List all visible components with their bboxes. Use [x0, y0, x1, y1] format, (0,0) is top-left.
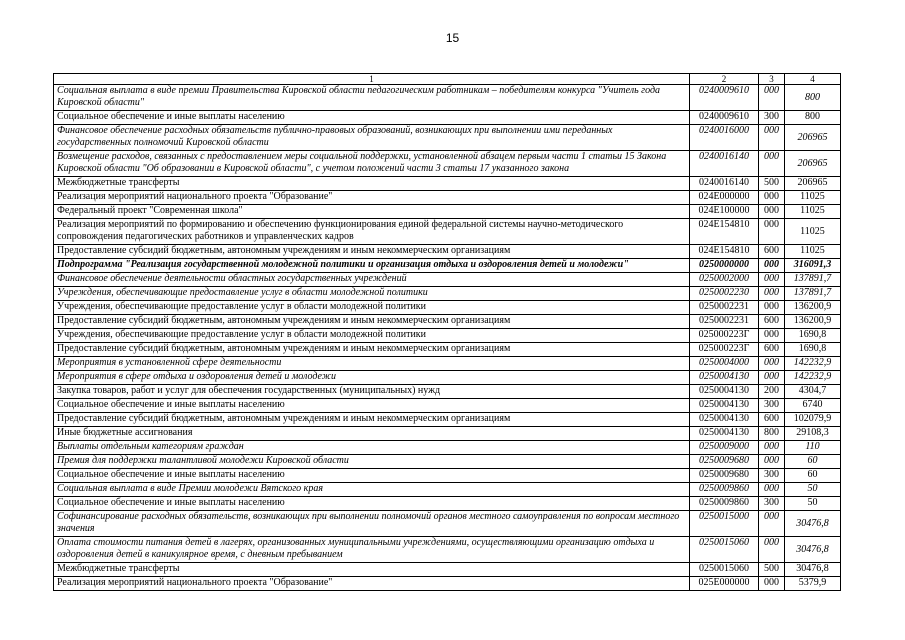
row-name-cell: Закупка товаров, работ и услуг для обеспечения государственных (муниципальных) нужд: [54, 385, 690, 399]
row-amount-cell: 11025: [785, 219, 841, 245]
table-header-row: [54, 74, 841, 85]
row-code-cell: 0250002231: [690, 301, 759, 315]
row-amount-cell: 30476,8: [785, 511, 841, 537]
row-name-cell: Социальное обеспечение и иные выплаты населению: [54, 497, 690, 511]
row-expense-type-cell: 000: [759, 85, 785, 111]
table-row: [54, 427, 841, 441]
column-header-amount: 4: [785, 74, 841, 85]
row-name-cell: Предоставление субсидий бюджетным, автономным учреждениям и иным некоммерческим организациям: [54, 245, 690, 259]
row-amount-cell: 11025: [785, 205, 841, 219]
column-header-expense-type: 3: [759, 74, 785, 85]
table-row: [54, 563, 841, 577]
row-code-cell: 0250015060: [690, 563, 759, 577]
row-name-cell: Социальное обеспечение и иные выплаты населению: [54, 111, 690, 125]
row-code-cell: 0250002000: [690, 273, 759, 287]
row-name-cell: Предоставление субсидий бюджетным, автономным учреждениям и иным некоммерческим организациям: [54, 315, 690, 329]
row-name-cell: Премия для поддержки талантливой молодежи Кировской области: [54, 455, 690, 469]
row-amount-cell: 30476,8: [785, 563, 841, 577]
row-code-cell: 0240016140: [690, 151, 759, 177]
row-expense-type-cell: 000: [759, 301, 785, 315]
row-name-cell: Реализация мероприятий национального проекта "Образование": [54, 191, 690, 205]
row-code-cell: 0250000000: [690, 259, 759, 273]
table-row: [54, 315, 841, 329]
table-row: [54, 371, 841, 385]
row-code-cell: 0250015000: [690, 511, 759, 537]
row-name-cell: Возмещение расходов, связанных с предоставлением меры социальной поддержки, установленной абзацем первым части 1 статьи 15 Закона Кировской области "Об образовании в Кировской области", с учетом положений части 3 статьи 17 указанного закона: [54, 151, 690, 177]
row-name-cell: Социальное обеспечение и иные выплаты населению: [54, 399, 690, 413]
row-amount-cell: 29108,3: [785, 427, 841, 441]
row-name-cell: Социальная выплата в виде Премии молодежи Вятского края: [54, 483, 690, 497]
row-code-cell: 0250004130: [690, 413, 759, 427]
row-amount-cell: 50: [785, 483, 841, 497]
row-amount-cell: 206965: [785, 151, 841, 177]
table-row: [54, 455, 841, 469]
row-amount-cell: 11025: [785, 245, 841, 259]
table-row: [54, 329, 841, 343]
row-expense-type-cell: 000: [759, 577, 785, 591]
row-amount-cell: 137891,7: [785, 287, 841, 301]
row-expense-type-cell: 300: [759, 111, 785, 125]
table-row: [54, 301, 841, 315]
row-expense-type-cell: 000: [759, 371, 785, 385]
row-amount-cell: 60: [785, 469, 841, 483]
row-amount-cell: 50: [785, 497, 841, 511]
table-row: [54, 469, 841, 483]
row-name-cell: Оплата стоимости питания детей в лагерях, организованных муниципальными учреждениями, осуществляющими организацию отдыха и оздоровления детей в каникулярное время, с дневным пребыванием: [54, 537, 690, 563]
table-row: [54, 483, 841, 497]
row-name-cell: Предоставление субсидий бюджетным, автономным учреждениям и иным некоммерческим организациям: [54, 343, 690, 357]
row-code-cell: 0250004130: [690, 427, 759, 441]
row-code-cell: 0250009860: [690, 497, 759, 511]
row-amount-cell: 60: [785, 455, 841, 469]
row-amount-cell: 1690,8: [785, 329, 841, 343]
row-expense-type-cell: 600: [759, 315, 785, 329]
row-code-cell: 0240016140: [690, 177, 759, 191]
row-code-cell: 0250004130: [690, 371, 759, 385]
row-expense-type-cell: 000: [759, 151, 785, 177]
row-name-cell: Социальная выплата в виде премии Правительства Кировской области педагогическим работникам – победителям конкурса "Учитель года Кировской области": [54, 85, 690, 111]
row-name-cell: Финансовое обеспечение деятельности областных государственных учреждений: [54, 273, 690, 287]
row-code-cell: 0250002230: [690, 287, 759, 301]
table-row: [54, 413, 841, 427]
row-expense-type-cell: 000: [759, 205, 785, 219]
row-amount-cell: 142232,9: [785, 357, 841, 371]
page-number: 15: [445, 31, 460, 45]
row-code-cell: 025000223Г: [690, 329, 759, 343]
table-row: [54, 125, 841, 151]
row-expense-type-cell: 800: [759, 427, 785, 441]
table-row: [54, 259, 841, 273]
row-amount-cell: 136200,9: [785, 301, 841, 315]
row-code-cell: 0240009610: [690, 111, 759, 125]
row-name-cell: Социальное обеспечение и иные выплаты населению: [54, 469, 690, 483]
row-name-cell: Федеральный проект "Современная школа": [54, 205, 690, 219]
row-name-cell: Выплаты отдельным категориям граждан: [54, 441, 690, 455]
table-row: [54, 111, 841, 125]
row-name-cell: Реализация мероприятий по формированию и обеспечению функционирования единой федеральной системы научно-методического сопровождения педагогических работников и управленческих кадров: [54, 219, 690, 245]
row-expense-type-cell: 000: [759, 329, 785, 343]
row-code-cell: 0250009680: [690, 469, 759, 483]
row-code-cell: 0250002231: [690, 315, 759, 329]
table-body: [54, 85, 841, 591]
row-name-cell: Межбюджетные трансферты: [54, 177, 690, 191]
row-expense-type-cell: 000: [759, 511, 785, 537]
table-row: [54, 287, 841, 301]
row-amount-cell: 5379,9: [785, 577, 841, 591]
row-code-cell: 024E154810: [690, 245, 759, 259]
row-code-cell: 024E100000: [690, 205, 759, 219]
row-amount-cell: 206965: [785, 177, 841, 191]
table-row: [54, 399, 841, 413]
row-code-cell: 0250009860: [690, 483, 759, 497]
row-amount-cell: 206965: [785, 125, 841, 151]
row-name-cell: Учреждения, обеспечивающие предоставление услуг в области молодежной политики: [54, 287, 690, 301]
table-row: [54, 343, 841, 357]
row-expense-type-cell: 500: [759, 177, 785, 191]
row-amount-cell: 136200,9: [785, 315, 841, 329]
row-expense-type-cell: 000: [759, 191, 785, 205]
column-header-code: 2: [690, 74, 759, 85]
row-code-cell: 0250004130: [690, 399, 759, 413]
row-code-cell: 0250015060: [690, 537, 759, 563]
row-expense-type-cell: 300: [759, 497, 785, 511]
table-row: [54, 441, 841, 455]
row-amount-cell: 137891,7: [785, 273, 841, 287]
row-expense-type-cell: 300: [759, 469, 785, 483]
row-code-cell: 0250004000: [690, 357, 759, 371]
row-amount-cell: 800: [785, 85, 841, 111]
row-expense-type-cell: 000: [759, 537, 785, 563]
row-expense-type-cell: 300: [759, 399, 785, 413]
table-row: [54, 219, 841, 245]
row-name-cell: Учреждения, обеспечивающие предоставление услуг в области молодежной политики: [54, 301, 690, 315]
row-code-cell: 025E000000: [690, 577, 759, 591]
table-row: [54, 273, 841, 287]
row-code-cell: 0250004130: [690, 385, 759, 399]
row-code-cell: 0240016000: [690, 125, 759, 151]
row-name-cell: Мероприятия в сфере отдыха и оздоровления детей и молодежи: [54, 371, 690, 385]
table-row: [54, 385, 841, 399]
row-code-cell: 0250009000: [690, 441, 759, 455]
table-row: [54, 151, 841, 177]
row-amount-cell: 30476,8: [785, 537, 841, 563]
table-row: [54, 85, 841, 111]
table-row: [54, 177, 841, 191]
row-name-cell: Реализация мероприятий национального проекта "Образование": [54, 577, 690, 591]
row-expense-type-cell: 000: [759, 273, 785, 287]
row-code-cell: 024E154810: [690, 219, 759, 245]
row-name-cell: Софинансирование расходных обязательств, возникающих при выполнении полномочий органов местного самоуправления по вопросам местного значения: [54, 511, 690, 537]
table-row: [54, 497, 841, 511]
table-row: [54, 191, 841, 205]
table-row: [54, 537, 841, 563]
table-row: [54, 245, 841, 259]
row-amount-cell: 110: [785, 441, 841, 455]
row-code-cell: 024E000000: [690, 191, 759, 205]
row-amount-cell: 1690,8: [785, 343, 841, 357]
table-row: [54, 357, 841, 371]
row-amount-cell: 142232,9: [785, 371, 841, 385]
row-amount-cell: 11025: [785, 191, 841, 205]
row-expense-type-cell: 000: [759, 441, 785, 455]
row-code-cell: 0250009680: [690, 455, 759, 469]
column-header-name: 1: [54, 74, 690, 85]
budget-table: [53, 73, 841, 591]
row-name-cell: Учреждения, обеспечивающие предоставление услуг в области молодежной политики: [54, 329, 690, 343]
row-name-cell: Иные бюджетные ассигнования: [54, 427, 690, 441]
row-name-cell: Межбюджетные трансферты: [54, 563, 690, 577]
row-expense-type-cell: 000: [759, 259, 785, 273]
row-expense-type-cell: 000: [759, 455, 785, 469]
row-expense-type-cell: 000: [759, 483, 785, 497]
table-row: [54, 577, 841, 591]
row-code-cell: 025000223Г: [690, 343, 759, 357]
row-name-cell: Финансовое обеспечение расходных обязательств публично-правовых образований, возникающих при выполнении ими переданных государственных полномочий Кировской области: [54, 125, 690, 151]
row-expense-type-cell: 000: [759, 125, 785, 151]
row-expense-type-cell: 000: [759, 357, 785, 371]
row-amount-cell: 6740: [785, 399, 841, 413]
table-row: [54, 511, 841, 537]
row-expense-type-cell: 600: [759, 245, 785, 259]
row-expense-type-cell: 000: [759, 219, 785, 245]
row-expense-type-cell: 600: [759, 413, 785, 427]
row-expense-type-cell: 200: [759, 385, 785, 399]
row-name-cell: Мероприятия в установленной сфере деятельности: [54, 357, 690, 371]
row-code-cell: 0240009610: [690, 85, 759, 111]
row-amount-cell: 4304,7: [785, 385, 841, 399]
row-amount-cell: 316091,3: [785, 259, 841, 273]
row-expense-type-cell: 600: [759, 343, 785, 357]
row-expense-type-cell: 000: [759, 287, 785, 301]
table-row: [54, 205, 841, 219]
row-amount-cell: 800: [785, 111, 841, 125]
row-expense-type-cell: 500: [759, 563, 785, 577]
row-amount-cell: 102079,9: [785, 413, 841, 427]
row-name-cell: Предоставление субсидий бюджетным, автономным учреждениям и иным некоммерческим организациям: [54, 413, 690, 427]
row-name-cell: Подпрограмма "Реализация государственной молодежной политики и организация отдыха и оздоровления детей и молодежи": [54, 259, 690, 273]
